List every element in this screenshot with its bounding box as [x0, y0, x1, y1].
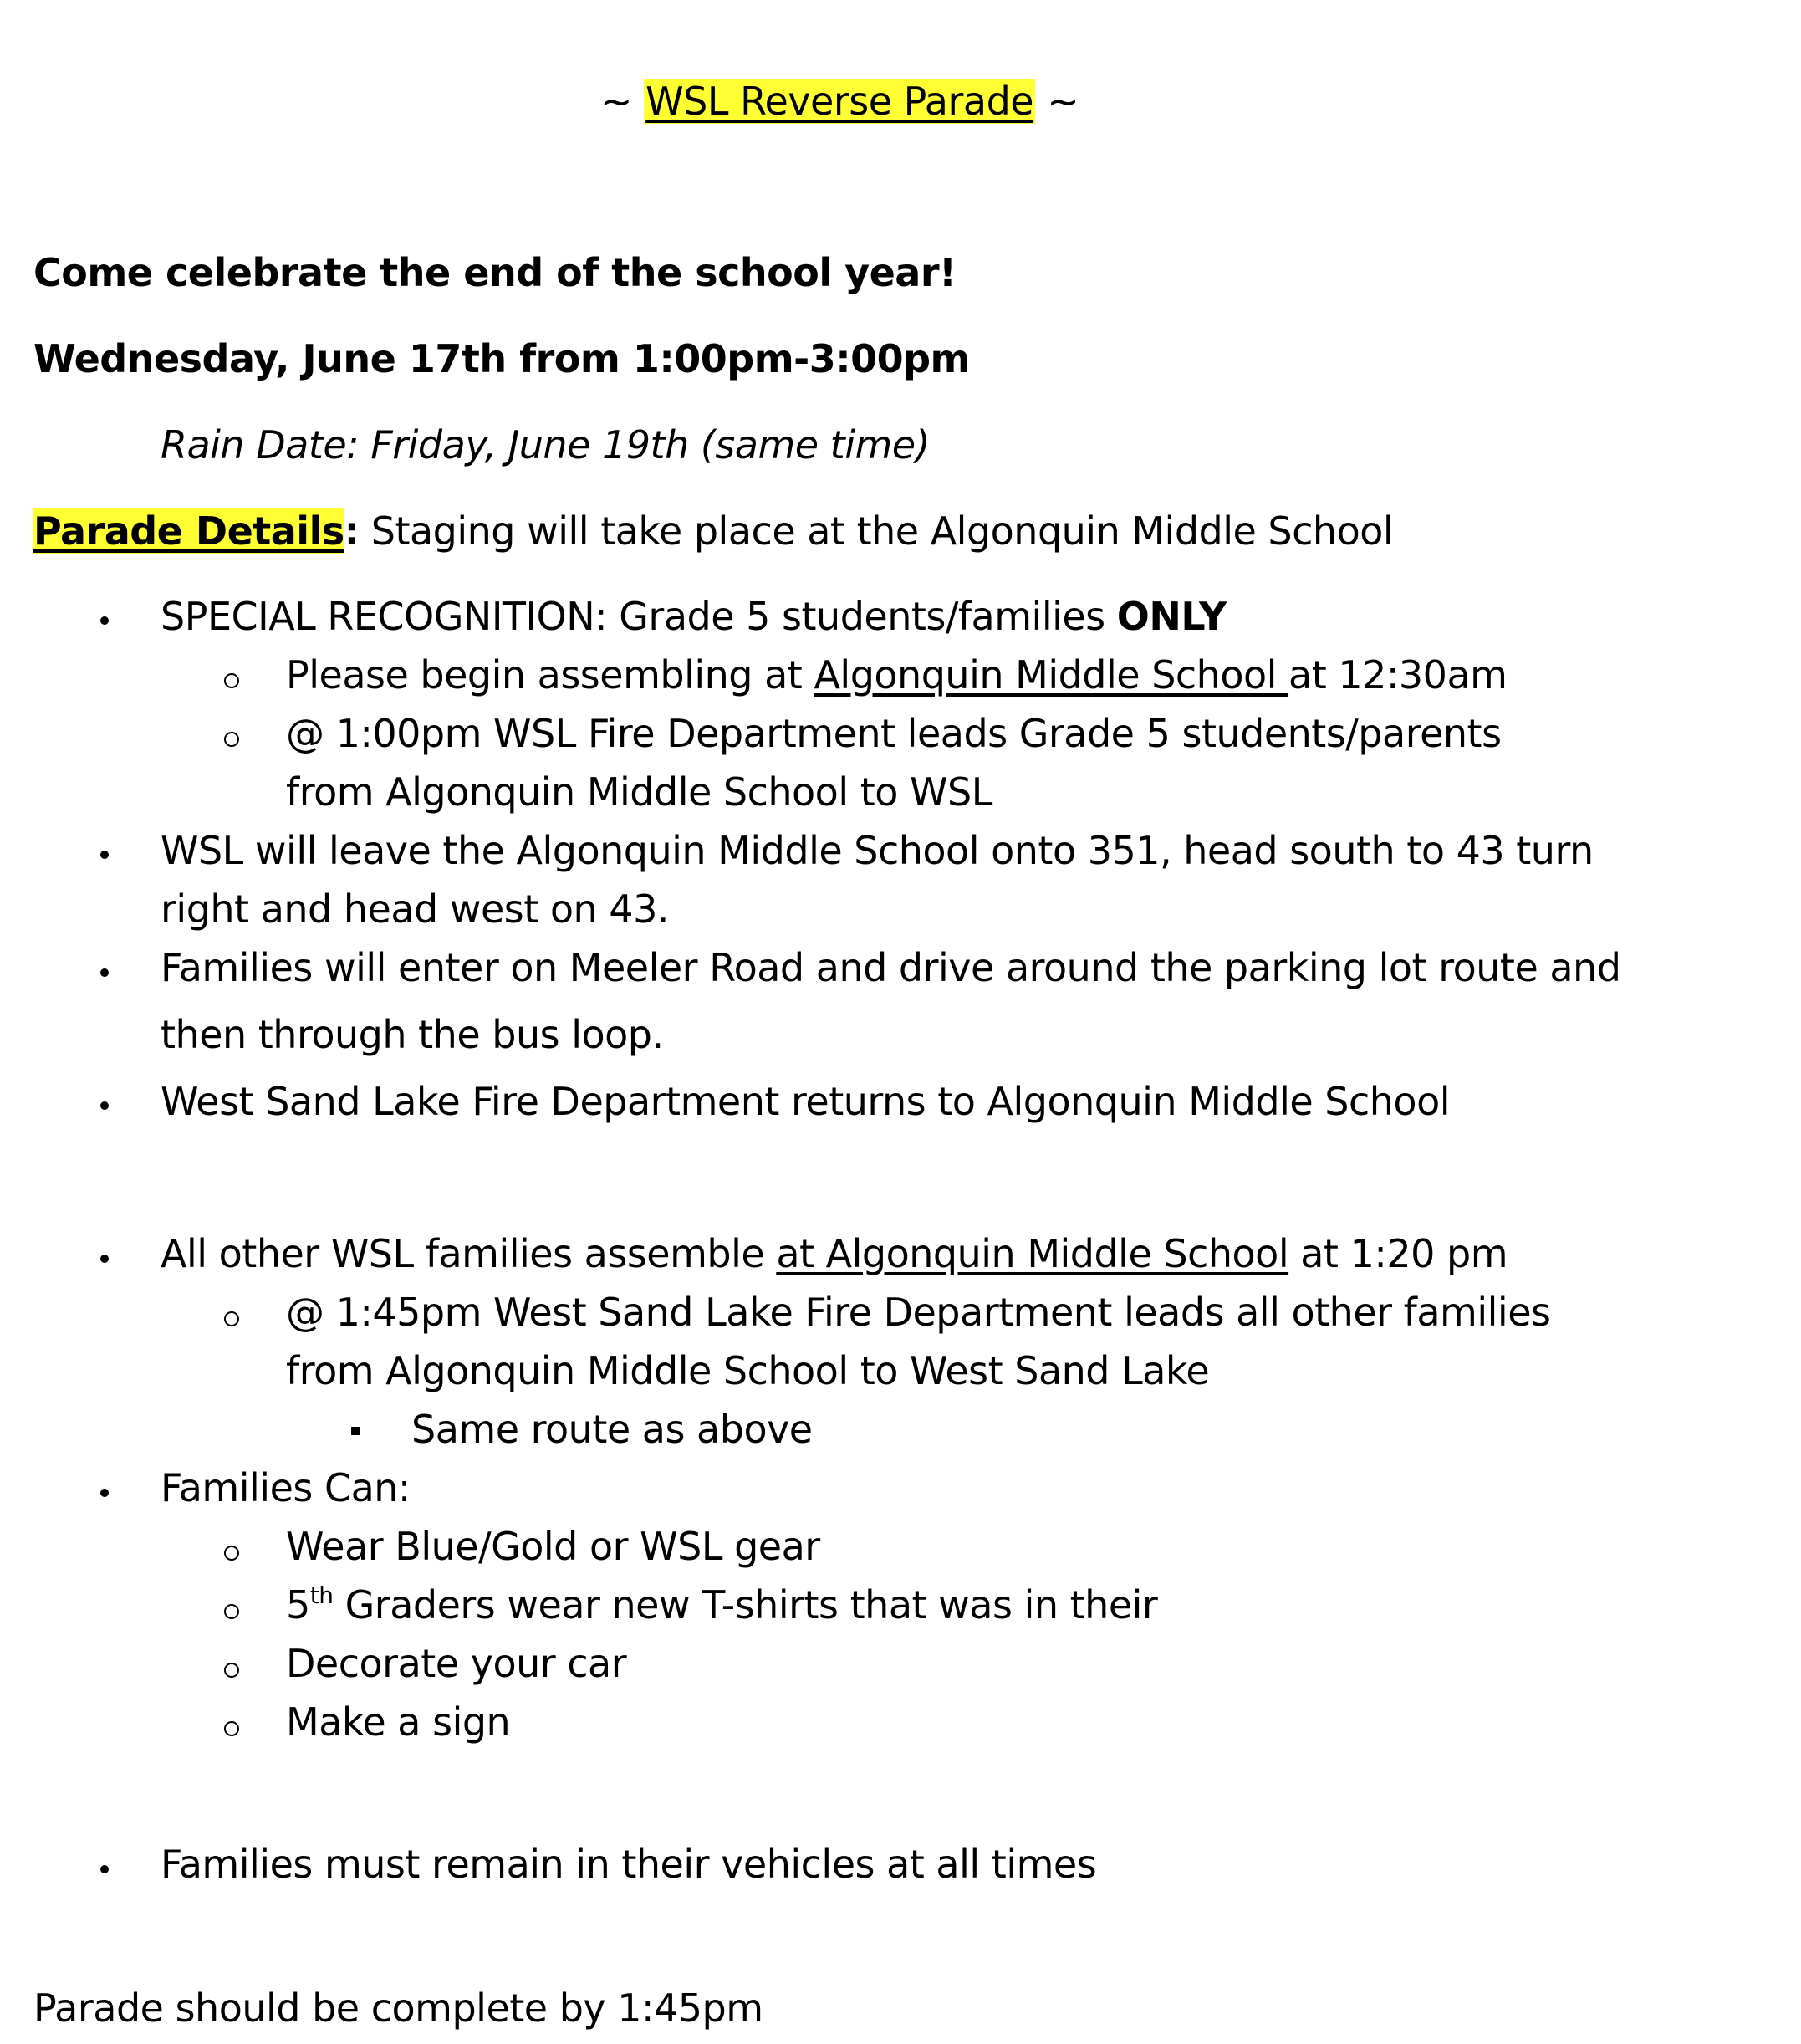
parade-details-text: Staging will take place at the Algonquin Middle School — [359, 508, 1394, 554]
other-families-sub-line1: @ 1:45pm West Sand Lake Fire Department leads all other families — [286, 1290, 1551, 1335]
title-tilde-left: ~ — [600, 79, 633, 124]
special-sub-assemble-pre: Please begin assembling at — [286, 652, 814, 698]
remain-in-vehicles: Families must remain in their vehicles at all times — [161, 1842, 1097, 1887]
celebrate-heading: Come celebrate the end of the school year! — [33, 250, 957, 295]
bullet-square — [351, 1427, 360, 1435]
bullet-dot — [100, 1865, 109, 1873]
other-families-post: at 1:20 pm — [1288, 1231, 1508, 1276]
bullet-dot — [100, 1255, 109, 1263]
special-sub-assemble-location: Algonquin Middle School — [814, 652, 1289, 698]
title-tilde-right: ~ — [1047, 79, 1079, 124]
bullet-dot — [100, 1101, 109, 1110]
bullet-dot — [100, 1489, 109, 1497]
item-number: 5 — [286, 1582, 310, 1628]
other-families-pre: All other WSL families assemble — [161, 1231, 777, 1276]
enter-line2: then through the bus loop. — [161, 1012, 664, 1057]
title-text: WSL Reverse Parade — [645, 79, 1034, 124]
special-sub-assemble — [286, 651, 1507, 699]
other-families-location: at Algonquin Middle School — [776, 1231, 1289, 1276]
special-recognition-emphasis: ONLY — [1116, 594, 1227, 639]
special-sub-assemble-post: at 12:30am — [1288, 652, 1508, 698]
bullet-dot — [100, 851, 109, 859]
route-line1: WSL will leave the Algonquin Middle School onto 351, head south to 43 turn — [161, 828, 1594, 873]
bullet-circle — [224, 673, 239, 688]
bullet-circle — [224, 732, 239, 747]
parade-details-label: Parade Details — [33, 508, 344, 554]
item-superscript: th — [309, 1582, 334, 1609]
families-can-heading: Families Can: — [161, 1465, 411, 1510]
bullet-circle — [224, 1604, 239, 1619]
families-can-item: Decorate your car — [286, 1641, 627, 1686]
special-sub-lead-line2: from Algonquin Middle School to WSL — [286, 769, 992, 815]
page-title — [600, 77, 1079, 125]
same-route: Same route as above — [411, 1407, 813, 1452]
bullet-dot — [100, 968, 109, 977]
bullet-circle — [224, 1546, 239, 1561]
special-recognition-text: SPECIAL RECOGNITION: Grade 5 students/families — [161, 594, 1117, 639]
bullet-circle — [224, 1311, 239, 1326]
special-recognition — [161, 592, 1227, 641]
complete-time: Parade should be complete by 1:45pm — [33, 1985, 763, 2031]
parade-details — [33, 507, 1393, 555]
item-text: Graders wear new T-shirts that was in their — [333, 1582, 1158, 1628]
event-date: Wednesday, June 17th from 1:00pm-3:00pm — [33, 336, 970, 381]
bullet-circle — [224, 1721, 239, 1736]
route-line2: right and head west on 43. — [161, 887, 669, 932]
bullet-dot — [100, 616, 109, 625]
enter-line1: Families will enter on Meeler Road and drive around the parking lot route and — [161, 945, 1621, 990]
families-can-item — [286, 1581, 1157, 1629]
other-families — [161, 1229, 1508, 1278]
fire-dept-returns: West Sand Lake Fire Department returns to Algonquin Middle School — [161, 1079, 1450, 1124]
families-can-item: Wear Blue/Gold or WSL gear — [286, 1524, 820, 1569]
families-can-item: Make a sign — [286, 1699, 511, 1745]
parade-details-colon: : — [344, 508, 360, 554]
rain-date: Rain Date: Friday, June 19th (same time) — [161, 422, 931, 468]
bullet-circle — [224, 1663, 239, 1678]
other-families-sub-line2: from Algonquin Middle School to West Sand Lake — [286, 1348, 1210, 1393]
special-sub-lead-line1: @ 1:00pm WSL Fire Department leads Grade 5 students/parents — [286, 711, 1502, 756]
